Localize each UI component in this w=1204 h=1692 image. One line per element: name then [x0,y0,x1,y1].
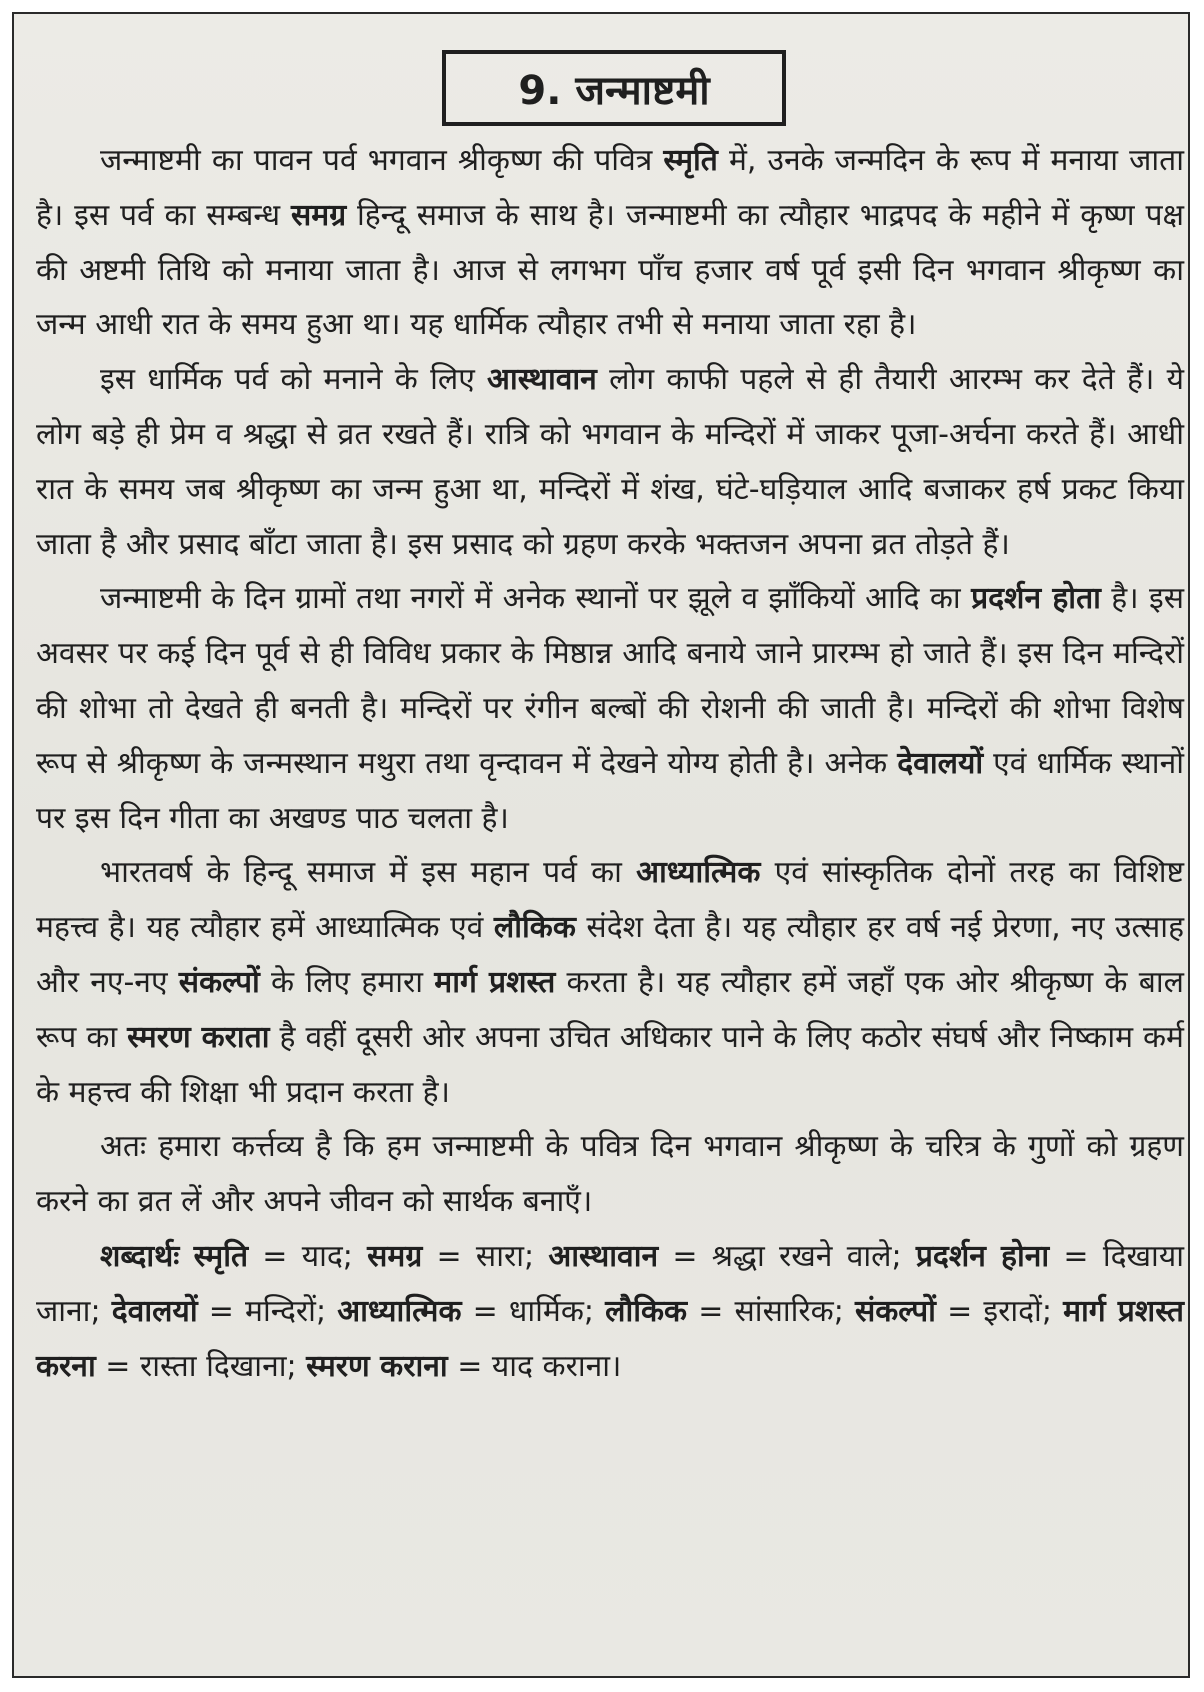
glossary-word: आध्यात्मिक [337,1293,462,1329]
paragraph-3-segment: जन्माष्टमी के दिन ग्रामों तथा नगरों में अनेक स्थानों पर झूले व झाँकियों आदि का [100,581,972,617]
paragraph-4-term: स्मरण कराता [127,1019,270,1055]
glossary-word: मार्ग प्रशस्त करना [36,1293,1184,1384]
paragraph-4-term: लौकिक [493,910,576,946]
glossary-meaning: रास्ता दिखाना [139,1348,287,1384]
chapter-title: 9. जन्माष्टमी [518,67,710,114]
paragraph-1-term: समग्र [290,197,347,233]
glossary-meaning: मन्दिरों [245,1293,316,1329]
glossary: शब्दार्थः स्मृति = याद; समग्र = सारा; आस्थावान = श्रद्धा रखने वाले; प्रदर्शन होना = दिखाया जाना; देवालयों = मन्दिरों; आध्यात्मिक = धार्मिक; लौकिक = सांसारिक; संकल्पों = इरादों; मार्ग प्रशस्त करना = रास्ता दिखाना; स्मरण कराना = याद कराना। [36,1238,1184,1384]
paragraph-5 [36,1120,1184,1230]
paragraph-3-term: प्रदर्शन होता [971,581,1101,617]
paragraph-2-segment: लोग काफी पहले से ही तैयारी आरम्भ कर देते हैं। ये लोग बड़े ही प्रेम व श्रद्धा से व्रत रखते हैं। रात्रि को भगवान के मन्दिरों में जाकर पूजा-अर्चना करते हैं। आधी रात के समय जब श्रीकृष्ण का जन्म हुआ था, मन्दिरों में शंख, घंटे-घड़ियाल आदि बजाकर हर्ष प्रकट किया जाता है और प्रसाद बाँटा जाता है। इस प्रसाद को ग्रहण करके भक्तजन अपना व्रत तोड़ते हैं। [36,362,1184,562]
glossary-word: समग्र [367,1238,423,1274]
glossary-word: आस्थावान [548,1238,659,1274]
paragraph-3-segment: है। इस अवसर पर कई दिन पूर्व से ही विविध प्रकार के मिष्ठान्न आदि बनाये जाने प्रारम्भ हो जाते हैं। इस दिन मन्दिरों की शोभा तो देखते ही बनती है। मन्दिरों पर रंगीन बल्बों की रोशनी की जाती है। मन्दिरों की शोभा विशेष रूप से श्रीकृष्ण के जन्मस्थान मथुरा तथा वृन्दावन में देखने योग्य होती है। अनेक [36,581,1184,781]
paragraph-4 [36,846,1184,1120]
glossary-word: प्रदर्शन होना [915,1238,1050,1274]
glossary-meaning: धार्मिक [508,1293,584,1329]
paragraph-1-segment: जन्माष्टमी का पावन पर्व भगवान श्रीकृष्ण की पवित्र [100,143,664,178]
glossary-meaning: सारा [475,1238,525,1274]
paragraph-3-segment: एवं धार्मिक स्थानों पर इस दिन गीता का अखण्ड पाठ चलता है। [36,745,1185,836]
paragraph-3-term: देवालयों [897,745,984,781]
glossary-meaning: सांसारिक [734,1293,834,1329]
paragraph-4-segment: भारतवर्ष के हिन्दू समाज में इस महान पर्व का [100,855,637,891]
paragraph-2 [36,353,1184,572]
glossary-word: देवालयों [111,1293,198,1329]
glossary-word: लौकिक [605,1293,688,1329]
paragraph-4-segment: संदेश देता है। यह त्यौहार हर वर्ष नई प्रेरणा, नए उत्साह और नए-नए [36,910,1184,1000]
paragraph-5-segment: अतः हमारा कर्त्तव्य है कि हम जन्माष्टमी के पवित्र दिन भगवान श्रीकृष्ण के चरित्र के गुणों को ग्रहण करने का व्रत लें और अपने जीवन को सार्थक बनाएँ। [36,1129,1184,1220]
chapter-title-box [442,50,786,126]
glossary-word: स्मरण कराना [306,1348,448,1384]
paragraph-1-segment: में, उनके जन्मदिन के रूप में मनाया जाता है। इस पर्व का सम्बन्ध [36,143,1184,233]
paragraph-2-segment: इस धार्मिक पर्व को मनाने के लिए [100,362,488,398]
paragraph-4-segment: करता है। यह त्यौहार हमें जहाँ एक ओर श्रीकृष्ण के बाल रूप का [36,964,1184,1055]
page [12,12,1190,1678]
paragraph-3 [36,572,1184,846]
paragraph-4-segment: के लिए हमारा [259,964,435,1000]
paragraph-4-segment: है वहीं दूसरी ओर अपना उचित अधिकार पाने के लिए कठोर संघर्ष और निष्काम कर्म के महत्त्व की शिक्षा भी प्रदान करता है। [36,1019,1185,1110]
paragraph-4-segment: एवं सांस्कृतिक दोनों तरह का विशिष्ट महत्त्व है। यह त्यौहार हमें आध्यात्मिक एवं [36,855,1184,946]
glossary-meaning: याद [301,1238,343,1274]
glossary-meaning: इरादों [983,1293,1042,1329]
glossary-meaning: दिखाया जाना [36,1238,1184,1329]
glossary-word: स्मृति [193,1238,249,1274]
paragraph-1-segment: हिन्दू समाज के साथ है। जन्माष्टमी का त्यौहार भाद्रपद के महीने में कृष्ण पक्ष की अष्टमी तिथि को मनाया जाता है। आज से लगभग पाँच हजार वर्ष पूर्व इसी दिन भगवान श्रीकृष्ण का जन्म आधी रात के समय हुआ था। यह धार्मिक त्यौहार तभी से मनाया जाता रहा है। [36,197,1184,343]
glossary-word: संकल्पों [854,1293,936,1329]
paragraph-2-term: आस्थावान [487,362,597,398]
glossary-meaning: याद कराना [491,1348,611,1384]
paragraph-4-term: मार्ग प्रशस्त [434,964,556,1000]
paragraph-4-term: संकल्पों [178,964,260,1000]
glossary-label: शब्दार्थः [100,1238,180,1274]
paragraph-1-term: स्मृति [663,143,718,178]
paragraph-1 [36,134,1184,353]
essay-body [36,134,1184,1394]
paragraph-4-term: आध्यात्मिक [636,855,761,891]
glossary-meaning: श्रद्धा रखने वाले [711,1238,892,1274]
